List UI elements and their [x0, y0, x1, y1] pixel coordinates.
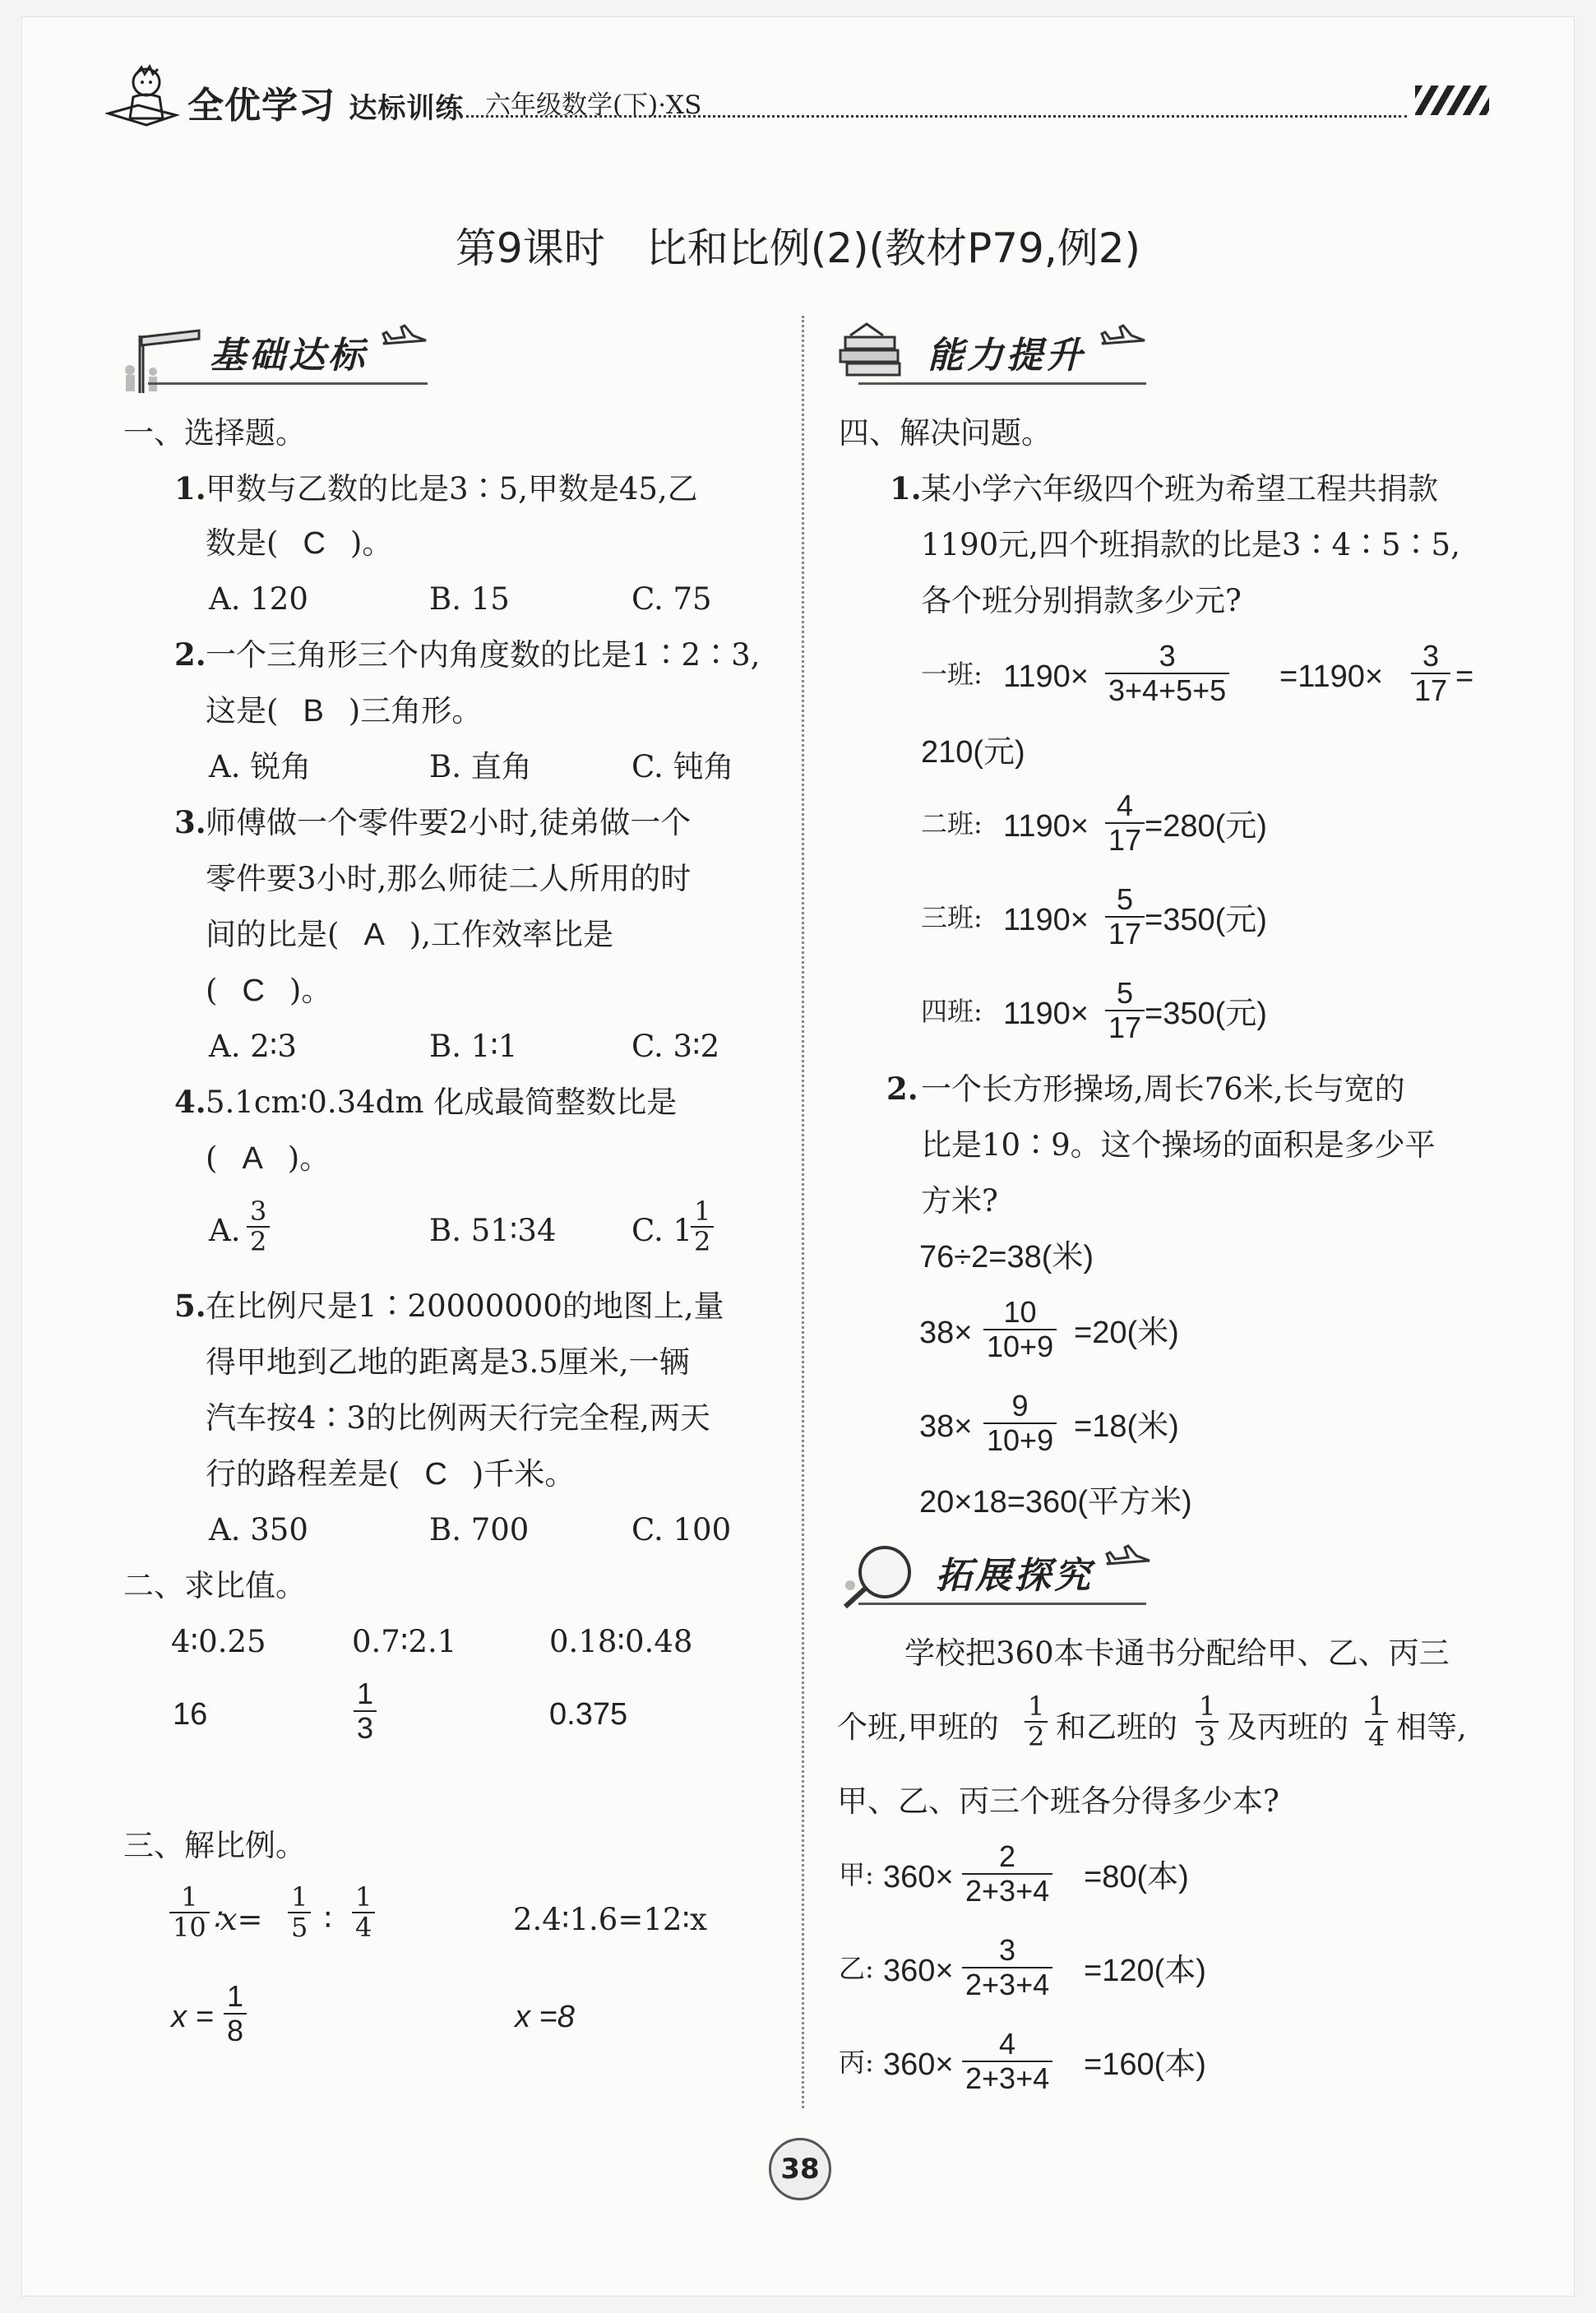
q3-line4: [206, 975, 331, 1006]
q5-line4-a: 行的路程差是(: [206, 1456, 400, 1492]
section-banner-ability: [834, 319, 1146, 385]
q3-line1: 师傅做一个零件要2小时,徒弟做一个: [206, 805, 692, 840]
fraction-denominator: 2: [250, 1226, 267, 1258]
section-banner-basic: [123, 319, 436, 385]
fraction-denominator: 2: [1028, 1721, 1045, 1753]
ext-line2-b: 和乙班的: [1056, 1709, 1177, 1745]
q5-option-a: A. 350: [209, 1512, 308, 1547]
fraction-denominator: 2: [694, 1226, 711, 1258]
fraction-numerator: 4: [962, 2028, 1052, 2062]
fraction-denominator: 17: [1108, 1010, 1142, 1044]
q2-line2-a: 这是(: [206, 693, 279, 729]
p4-q2-line3: 方米?: [921, 1183, 998, 1219]
q4-line2: [206, 1140, 331, 1176]
fraction-numerator: 1: [352, 1883, 375, 1913]
fraction-denominator: 2+3+4: [965, 2061, 1050, 2095]
ratio-1-answer: 16: [173, 1697, 208, 1732]
lesson-title: 第9课时 比和比例(2)(教材P79,例2): [455, 224, 1141, 272]
book-subtitle: 六年级数学(下)·XS: [485, 90, 702, 120]
class1-mid: =1190×: [1279, 659, 1384, 694]
ext-s2-label: 乙:: [839, 1953, 874, 1984]
q5-line3: 汽车按4∶3的比例两天行完全程,两天: [206, 1400, 710, 1436]
q5-line4: [206, 1456, 576, 1492]
q3-option-c: C. 3∶2: [631, 1029, 720, 1064]
part4-heading: 四、解决问题。: [839, 415, 1052, 451]
fraction-numerator: 10: [983, 1296, 1057, 1330]
q2-option-b: B. 直角: [429, 749, 532, 784]
q4-option-b: B. 51∶34: [429, 1213, 557, 1248]
proportion2: 2.4∶1.6=12∶x: [513, 1902, 707, 1937]
field-step4: 20×18=360(平方米): [919, 1485, 1192, 1520]
column-divider: [802, 316, 804, 2108]
q2-line2-b: )三角形。: [348, 693, 483, 729]
ext-line2-c: 及丙班的: [1227, 1709, 1349, 1745]
proportion1-solution: [224, 1980, 247, 2047]
class4-label: 四班:: [921, 996, 983, 1027]
q3-option-a: A. 2∶3: [209, 1029, 297, 1064]
p4-q2-line2: 比是10∶9。这个操场的面积是多少平: [921, 1127, 1436, 1163]
fraction-denominator: 4: [1368, 1721, 1386, 1753]
header-stripes: [1415, 86, 1489, 115]
proportion1-fraction-a: [169, 1883, 210, 1942]
q4-answer: A: [242, 1141, 263, 1176]
ratio-3: 0.18∶0.48: [549, 1624, 693, 1659]
banner-label-basic: 基础达标: [210, 335, 368, 377]
fraction-numerator: 3: [247, 1197, 270, 1228]
q2-number: 2.: [174, 636, 206, 673]
fraction-denominator: 3: [357, 1710, 374, 1745]
fraction-denominator: 4: [355, 1912, 372, 1944]
ext-line2-d: 相等,: [1396, 1709, 1467, 1745]
p4-q1-line1: 某小学六年级四个班为希望工程共捐款: [921, 471, 1438, 507]
ext-fraction-3: [1365, 1692, 1388, 1751]
q2-answer: B: [303, 694, 324, 729]
q3-line3: [206, 919, 613, 951]
class1-fraction: [1105, 640, 1229, 706]
field-step3-post: =18(米): [1074, 1409, 1179, 1444]
q5-line4-b: )千米。: [471, 1456, 576, 1492]
q3-line4-b: )。: [289, 973, 332, 1008]
fraction-numerator: 5: [1105, 883, 1145, 918]
field-step2-post: =20(米): [1074, 1316, 1179, 1350]
section-banner-extension: [834, 1539, 1146, 1605]
proportion2-solution: x =8: [515, 2000, 575, 2034]
ext-line1: 学校把360本卡通书分配给甲、乙、丙三: [904, 1635, 1450, 1671]
fraction-denominator: 3+4+5+5: [1108, 673, 1227, 707]
fraction-denominator: 10: [173, 1912, 206, 1944]
q4-line2-a: (: [206, 1140, 218, 1176]
p4-q2-number: 2.: [886, 1071, 918, 1107]
brand-sub: 达标训练: [349, 92, 465, 125]
class1-label: 一班:: [921, 659, 983, 690]
q1-line1: 甲数与乙数的比是3∶5,甲数是45,乙: [206, 471, 698, 507]
q3-line2: 零件要3小时,那么师徒二人所用的时: [206, 861, 692, 896]
ext-fraction-2: [1196, 1692, 1219, 1751]
class3-fraction: [1105, 883, 1145, 950]
ext-s1-pre: 360×: [883, 1860, 954, 1894]
proportion1-fraction-c: [352, 1883, 375, 1942]
q3-option-b: B. 1∶1: [429, 1029, 518, 1064]
ext-s2-fraction: [962, 1934, 1052, 2001]
p4-q1-line3: 各个班分别捐款多少元?: [921, 583, 1242, 618]
q2-line1: 一个三角形三个内角度数的比是1∶2∶3,: [206, 637, 761, 673]
class1-result: 210(元): [921, 735, 1025, 770]
class2-fraction: [1105, 789, 1145, 856]
q1-option-b: B. 15: [429, 581, 510, 617]
banner-underline: [858, 382, 1146, 385]
q2-line2: [206, 693, 483, 729]
fraction-numerator: 1: [691, 1197, 714, 1228]
fraction-numerator: 3: [1411, 640, 1450, 674]
q1-option-a: A. 120: [209, 581, 308, 617]
ext-line3: 甲、乙、丙三个班各分得多少本?: [837, 1783, 1279, 1819]
ratio-2-answer: [354, 1677, 377, 1744]
q4-option-a-prefix: A.: [209, 1213, 241, 1248]
fraction-denominator: 17: [1414, 673, 1448, 707]
q3-answer1: A: [363, 918, 385, 952]
q3-answer2: C: [242, 974, 265, 1008]
fraction-denominator: 10+9: [987, 1422, 1054, 1457]
class4-fraction: [1105, 977, 1145, 1043]
fraction-numerator: 1: [354, 1677, 377, 1712]
class1-post: =: [1455, 659, 1474, 694]
ext-s2-post: =120(本): [1084, 1954, 1206, 1988]
ratio-3-answer: 0.375: [549, 1697, 628, 1732]
q3-line4-a: (: [206, 973, 218, 1008]
q1-option-c: C. 75: [631, 581, 712, 617]
ext-s1-fraction: [962, 1840, 1052, 1907]
p4-q2-line1: 一个长方形操场,周长76米,长与宽的: [921, 1071, 1405, 1107]
q1-line2-a: 数是(: [206, 525, 279, 561]
plane-icon: [1103, 1544, 1153, 1585]
class4-pre: 1190×: [1003, 997, 1089, 1031]
plane-icon: [1099, 324, 1148, 365]
ratio-2: 0.7∶2.1: [352, 1624, 457, 1659]
q4-line1: 5.1cm∶0.34dm 化成最简整数比是: [206, 1085, 678, 1120]
q4-line2-b: )。: [287, 1140, 331, 1176]
field-step3-pre: 38×: [919, 1409, 973, 1444]
ext-s2-pre: 360×: [883, 1954, 954, 1988]
class2-label: 二班:: [921, 808, 983, 840]
q2-option-c: C. 钝角: [631, 749, 734, 784]
banner-label-ability: 能力提升: [928, 335, 1085, 377]
fraction-denominator: 2+3+4: [965, 1873, 1050, 1908]
q3-number: 3.: [174, 804, 206, 840]
q3-line3-b: ),工作效率比是: [409, 917, 613, 952]
fraction-denominator: 17: [1108, 822, 1142, 857]
fraction-numerator: 2: [962, 1840, 1052, 1875]
class3-pre: 1190×: [1003, 903, 1089, 937]
fraction-numerator: 3: [1105, 640, 1229, 674]
p4-q1-line2: 1190元,四个班捐款的比是3∶4∶5∶5,: [921, 527, 1460, 562]
q1-answer: C: [303, 526, 326, 561]
q4-option-c-fraction: [691, 1197, 714, 1256]
fraction-numerator: 1: [1025, 1692, 1048, 1723]
q5-number: 5.: [174, 1288, 206, 1324]
proportion1-middle: ∶x=: [212, 1902, 263, 1937]
q1-line2: [206, 525, 393, 561]
student-mascot-icon: [105, 64, 179, 130]
ratio-1: 4∶0.25: [171, 1624, 266, 1659]
brand-title: [187, 76, 464, 128]
class1-pre: 1190×: [1003, 659, 1089, 694]
ext-fraction-1: [1025, 1692, 1048, 1751]
fraction-denominator: 5: [291, 1912, 308, 1944]
q5-option-c: C. 100: [631, 1512, 732, 1547]
class4-post: =350(元): [1145, 997, 1267, 1031]
header-dotted-line: [460, 115, 1407, 118]
fraction-denominator: 10+9: [987, 1329, 1054, 1363]
field-step2-pre: 38×: [919, 1316, 973, 1350]
ext-s1-post: =80(本): [1084, 1860, 1189, 1894]
fraction-denominator: 8: [227, 2013, 244, 2047]
ext-s3-label: 丙:: [839, 2047, 874, 2078]
q5-line1: 在比例尺是1∶20000000的地图上,量: [206, 1288, 724, 1324]
ext-s3-fraction: [962, 2028, 1052, 2094]
q2-option-a: A. 锐角: [209, 749, 312, 784]
q5-option-b: B. 700: [429, 1512, 530, 1547]
fraction-numerator: 9: [983, 1390, 1057, 1424]
ext-line2-a: 个班,甲班的: [837, 1709, 999, 1745]
part2-heading: 二、求比值。: [123, 1568, 306, 1603]
field-step1: 76÷2=38(米): [919, 1240, 1094, 1274]
page-number: 38: [769, 2138, 831, 2200]
q3-line3-a: 间的比是(: [206, 917, 340, 952]
fraction-numerator: 1: [288, 1883, 311, 1913]
ext-s3-post: =160(本): [1084, 2047, 1206, 2082]
brand-main: 全优学习: [187, 85, 335, 127]
fraction-numerator: 1: [224, 1980, 247, 2015]
fraction-numerator: 1: [1365, 1692, 1388, 1723]
field-step3-fraction: [983, 1390, 1057, 1456]
part3-heading: 三、解比例。: [123, 1828, 306, 1863]
q4-option-a-fraction: [247, 1197, 270, 1256]
q4-option-c-prefix: C. 1: [631, 1213, 693, 1248]
fraction-numerator: 5: [1105, 977, 1145, 1011]
ext-s1-label: 甲:: [839, 1859, 874, 1890]
fraction-numerator: 3: [962, 1934, 1052, 1968]
banner-underline: [858, 1603, 1146, 1605]
plane-icon: [380, 324, 429, 365]
q4-number: 4.: [174, 1084, 206, 1120]
proportion1-fraction-b: [288, 1883, 311, 1942]
q1-number: 1.: [174, 470, 206, 507]
class2-pre: 1190×: [1003, 809, 1089, 844]
fraction-denominator: 3: [1199, 1721, 1216, 1753]
field-step2-fraction: [983, 1296, 1057, 1362]
proportion1-solution-prefix: x =: [171, 2000, 214, 2034]
fraction-denominator: 17: [1108, 916, 1142, 951]
fraction-numerator: 1: [169, 1883, 210, 1913]
ext-s3-pre: 360×: [883, 2047, 954, 2082]
class3-post: =350(元): [1145, 903, 1267, 937]
class2-post: =280(元): [1145, 809, 1267, 844]
class3-label: 三班:: [921, 902, 983, 933]
fraction-numerator: 1: [1196, 1692, 1219, 1723]
part1-heading: 一、选择题。: [123, 415, 306, 451]
class1-fraction-simplified: [1411, 640, 1450, 706]
fraction-denominator: 2+3+4: [965, 1967, 1050, 2001]
q1-line2-b: )。: [349, 525, 393, 561]
banner-label-extension: 拓展探究: [936, 1555, 1094, 1597]
fraction-numerator: 4: [1105, 789, 1145, 824]
q5-answer: C: [424, 1457, 447, 1492]
banner-underline: [148, 382, 428, 385]
proportion1-colon: ∶: [324, 1902, 332, 1937]
p4-q1-number: 1.: [890, 470, 922, 507]
q5-line2: 得甲地到乙地的距离是3.5厘米,一辆: [206, 1344, 690, 1380]
